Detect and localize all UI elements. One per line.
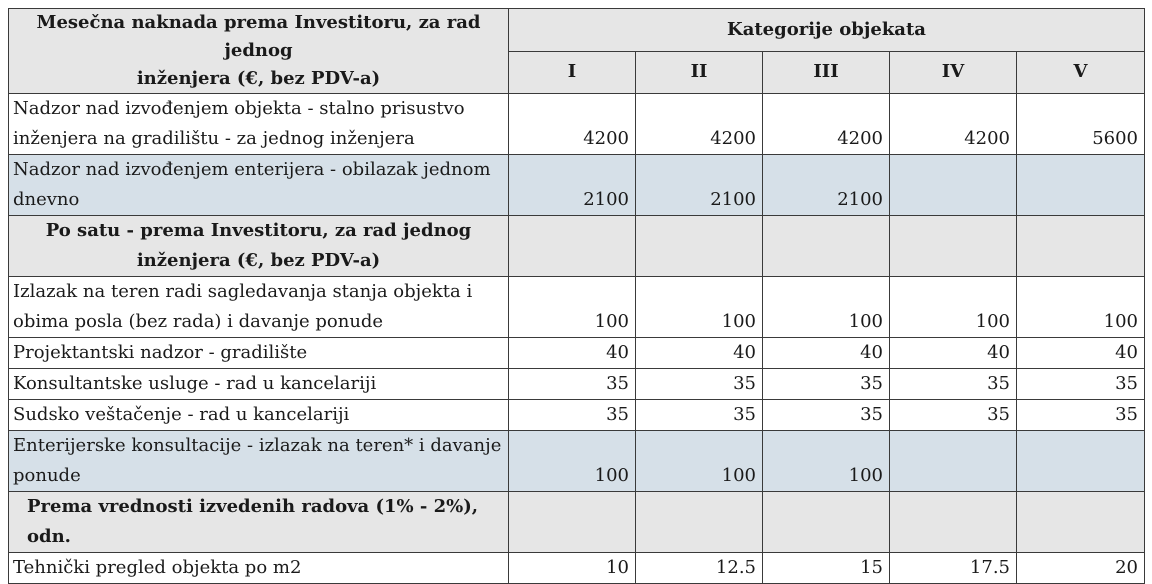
table-row (9, 338, 1145, 369)
value-cell: 100 (890, 277, 1017, 338)
row-label-line2: inženjera na gradilištu - za jednog inženjera (13, 128, 415, 149)
value-cell: 15 (763, 553, 890, 584)
value-cell: 40 (890, 338, 1017, 369)
value-cell: 100 (763, 431, 890, 492)
value-cell: 35 (890, 400, 1017, 431)
value-cell: 2100 (509, 155, 636, 216)
value-cell: 40 (763, 338, 890, 369)
empty-cell (509, 492, 636, 553)
value-cell: 2100 (763, 155, 890, 216)
value-cell: 35 (763, 400, 890, 431)
section-header-row (9, 216, 1145, 277)
empty-cell (890, 492, 1017, 553)
value-cell: 100 (509, 431, 636, 492)
row-label-line1: Nadzor nad izvođenjem enterijera - obilazak jednom (13, 159, 491, 180)
header-left-title (9, 9, 509, 94)
empty-cell (509, 216, 636, 277)
value-cell (1017, 431, 1145, 492)
header-title-line1: Mesečna naknada prema Investitoru, za rad jednog (36, 12, 481, 61)
value-cell: 40 (509, 338, 636, 369)
category-header: II (636, 51, 763, 94)
row-label: Sudsko veštačenje - rad u kancelariji (9, 400, 509, 431)
table-row (9, 400, 1145, 431)
table-row (9, 431, 1145, 492)
row-label (9, 431, 509, 492)
value-cell: 100 (1017, 277, 1145, 338)
empty-cell (890, 216, 1017, 277)
row-label: Projektantski nadzor - gradilište (9, 338, 509, 369)
value-cell: 35 (509, 369, 636, 400)
empty-cell (636, 492, 763, 553)
row-label-line2: ponude (13, 465, 81, 486)
value-cell: 35 (509, 400, 636, 431)
empty-cell (763, 216, 890, 277)
category-header: IV (890, 51, 1017, 94)
value-cell: 4200 (509, 94, 636, 155)
section-header-line2: inženjera (€, bez PDV-a) (136, 250, 381, 271)
value-cell: 4200 (636, 94, 763, 155)
row-label-line1: Izlazak na teren radi sagledavanja stanja objekta i (13, 281, 473, 302)
table-row (9, 553, 1145, 584)
header-title-line2: inženjera (€, bez PDV-a) (136, 68, 381, 89)
section-header-row (9, 492, 1145, 553)
value-cell: 35 (890, 369, 1017, 400)
empty-cell (1017, 216, 1145, 277)
value-cell: 35 (1017, 369, 1145, 400)
value-cell (1017, 155, 1145, 216)
table-row (9, 94, 1145, 155)
category-header: V (1017, 51, 1145, 94)
empty-cell (763, 492, 890, 553)
row-label (9, 155, 509, 216)
value-cell: 35 (636, 369, 763, 400)
value-cell: 10 (509, 553, 636, 584)
value-cell (890, 155, 1017, 216)
value-cell: 35 (1017, 400, 1145, 431)
value-cell: 40 (1017, 338, 1145, 369)
empty-cell (636, 216, 763, 277)
empty-cell (1017, 492, 1145, 553)
row-label: Konsultantske usluge - rad u kancelariji (9, 369, 509, 400)
value-cell: 4200 (763, 94, 890, 155)
table-row (9, 369, 1145, 400)
value-cell: 100 (636, 431, 763, 492)
value-cell: 100 (636, 277, 763, 338)
header-row-1 (9, 9, 1145, 52)
row-label-line2: obima posla (bez rada) i davanje ponude (13, 311, 384, 332)
table-row (9, 277, 1145, 338)
row-label-line1: Enterijerske konsultacije - izlazak na teren* i davanje (13, 435, 502, 456)
value-cell: 17.5 (890, 553, 1017, 584)
value-cell (890, 431, 1017, 492)
row-label-line2: dnevno (13, 189, 80, 210)
value-cell: 5600 (1017, 94, 1145, 155)
value-cell: 20 (1017, 553, 1145, 584)
section-header-label: Prema vrednosti izvedenih radova (1% - 2%), odn. (9, 492, 509, 553)
value-cell: 35 (636, 400, 763, 431)
section-header-line1: Po satu - prema Investitoru, za rad jednog (45, 220, 472, 241)
section-header-label (9, 216, 509, 277)
fee-table (8, 8, 1145, 584)
value-cell: 100 (763, 277, 890, 338)
value-cell: 4200 (890, 94, 1017, 155)
row-label: Tehnički pregled objekta po m2 (9, 553, 509, 584)
value-cell: 12.5 (636, 553, 763, 584)
category-header: I (509, 51, 636, 94)
category-group-header: Kategorije objekata (509, 9, 1145, 52)
value-cell: 100 (509, 277, 636, 338)
table-row (9, 155, 1145, 216)
category-header: III (763, 51, 890, 94)
value-cell: 40 (636, 338, 763, 369)
row-label-line1: Nadzor nad izvođenjem objekta - stalno prisustvo (13, 98, 465, 119)
value-cell: 2100 (636, 155, 763, 216)
value-cell: 35 (763, 369, 890, 400)
row-label (9, 94, 509, 155)
row-label (9, 277, 509, 338)
